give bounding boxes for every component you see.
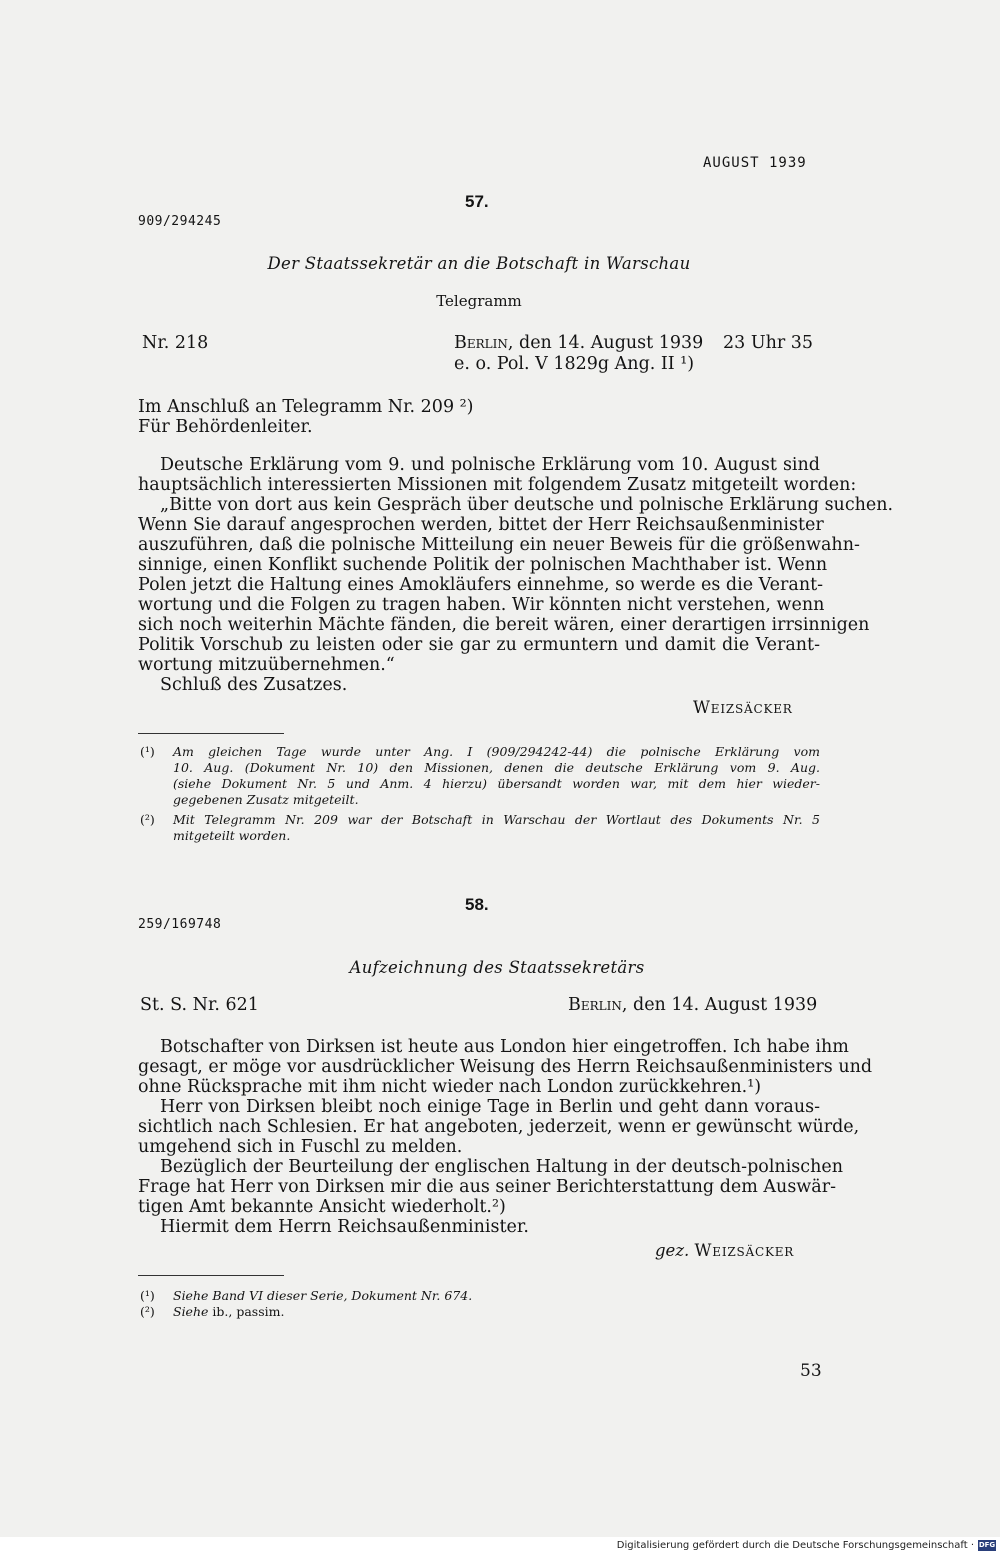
body-line: umgehend sich in Fuschl zu melden.	[138, 1137, 463, 1157]
footnote-separator	[138, 733, 284, 734]
dateline-date: , den 14. August 1939	[621, 995, 818, 1015]
footnote-line: mitgeteilt worden.	[173, 828, 291, 843]
footnote-line: gegebenen Zusatz mitgeteilt.	[173, 792, 359, 807]
body-line: Deutsche Erklärung vom 9. und polnische Erklärung vom 10. August sind	[160, 455, 820, 475]
body-line: Botschafter von Dirksen ist heute aus London hier eingetroffen. Ich habe ihm	[160, 1037, 849, 1057]
dateline-place: Berlin	[454, 333, 508, 353]
footnote-line: Mit Telegramm Nr. 209 war der Botschaft in Warschau der Wortlaut des Dokuments Nr. 5	[173, 812, 820, 827]
body-line: sichtlich nach Schlesien. Er hat angeboten, jederzeit, wenn er gewünscht würde,	[138, 1117, 860, 1137]
body-line: sinnige, einen Konflikt suchende Politik der polnischen Machthaber ist. Wenn	[138, 555, 828, 575]
reference-number-58: St. S. Nr. 621	[140, 995, 259, 1015]
body-line: Politik Vorschub zu leisten oder sie gar zu ermuntern und damit die Verant-	[138, 635, 820, 655]
body-line: gesagt, er möge vor ausdrücklicher Weisung des Herrn Reichsaußenministers und	[138, 1057, 873, 1077]
dateline-57	[454, 334, 703, 354]
dateline-date: , den 14. August 1939	[507, 333, 704, 353]
body-line: „Bitte von dort aus kein Gespräch über deutsche und polnische Erklärung suchen.	[160, 495, 894, 515]
signature-prefix: gez.	[655, 1241, 690, 1260]
telegram-time: 23 Uhr 35	[723, 333, 814, 353]
body-line: wortung und die Folgen zu tragen haben. Wir könnten nicht verstehen, wenn	[138, 595, 825, 615]
dateline-58	[568, 996, 817, 1016]
footnote-separator	[138, 1275, 284, 1276]
document-number-58: 58.	[465, 895, 489, 914]
body-line: Frage hat Herr von Dirksen mir die aus seiner Berichterstattung dem Auswär-	[138, 1177, 836, 1197]
footnote-roman-part: ib., passim.	[212, 1304, 285, 1319]
footnote-line	[173, 1304, 284, 1320]
footnote-mark: (²)	[140, 1304, 155, 1319]
document-number-57: 57.	[465, 192, 489, 211]
body-line: hauptsächlich interessierten Missionen mit folgendem Zusatz mitgeteilt worden:	[138, 475, 857, 495]
signature-57: Weizsäcker	[693, 698, 793, 717]
footnote-mark: (¹)	[140, 744, 155, 759]
body-line: sich noch weiterhin Mächte fänden, die bereit wären, einer derartigen irrsinnigen	[138, 615, 870, 635]
body-line: Bezüglich der Beurteilung der englischen Haltung in der deutsch-polnischen	[160, 1157, 843, 1177]
intro-line: Für Behördenleiter.	[138, 417, 313, 437]
body-line: Polen jetzt die Haltung eines Amokläufers einnehme, so werde es die Verant-	[138, 575, 824, 595]
footnote-line: Siehe Band VI dieser Serie, Dokument Nr. 674.	[173, 1288, 473, 1303]
footnote-mark: (²)	[140, 812, 155, 827]
signature-58	[655, 1241, 794, 1260]
file-reference-58: 259/169748	[138, 917, 222, 932]
footnote-mark: (¹)	[140, 1288, 155, 1303]
document-type-57: Telegramm	[436, 292, 522, 310]
page-number: 53	[800, 1361, 822, 1381]
footnote-line: 10. Aug. (Dokument Nr. 10) den Missionen, denen die deutsche Erklärung vom 9. Aug.	[173, 760, 820, 775]
dateline-place: Berlin	[568, 995, 622, 1015]
body-line: tigen Amt bekannte Ansicht wiederholt.²)	[138, 1197, 506, 1217]
body-line: auszuführen, daß die polnische Mitteilung ein neuer Beweis für die größenwahn-	[138, 535, 860, 555]
dfg-logo-icon: DFG	[978, 1541, 996, 1549]
body-line: Wenn Sie darauf angesprochen werden, bittet der Herr Reichsaußenminister	[138, 515, 824, 535]
document-title-57: Der Staatssekretär an die Botschaft in Warschau	[267, 254, 691, 273]
telegram-reference: e. o. Pol. V 1829g Ang. II ¹)	[454, 354, 695, 374]
running-header: AUGUST 1939	[703, 155, 807, 171]
body-line: ohne Rücksprache mit ihm nicht wieder nach London zurückkehren.¹)	[138, 1077, 762, 1097]
body-line: wortung mitzuübernehmen.“	[138, 655, 395, 675]
footnote-line: Am gleichen Tage wurde unter Ang. I (909/294242-44) die polnische Erklärung vom	[173, 744, 820, 759]
body-line: Herr von Dirksen bleibt noch einige Tage in Berlin und geht dann voraus-	[160, 1097, 820, 1117]
footer-credit: Digitalisierung gefördert durch die Deutsche Forschungsgemeinschaft ·	[616, 1540, 974, 1551]
document-title-58: Aufzeichnung des Staatssekretärs	[349, 958, 645, 977]
telegram-number: Nr. 218	[142, 333, 209, 353]
footnote-italic-part: Siehe	[173, 1304, 209, 1319]
body-line: Hiermit dem Herrn Reichsaußenminister.	[160, 1217, 529, 1237]
body-line: Schluß des Zusatzes.	[160, 675, 348, 695]
file-reference-57: 909/294245	[138, 214, 222, 229]
footnote-line: (siehe Dokument Nr. 5 und Anm. 4 hierzu) übersandt worden war, mit dem hier wieder-	[173, 776, 820, 791]
signature-name: Weizsäcker	[694, 1241, 795, 1260]
intro-line: Im Anschluß an Telegramm Nr. 209 ²)	[138, 397, 474, 417]
